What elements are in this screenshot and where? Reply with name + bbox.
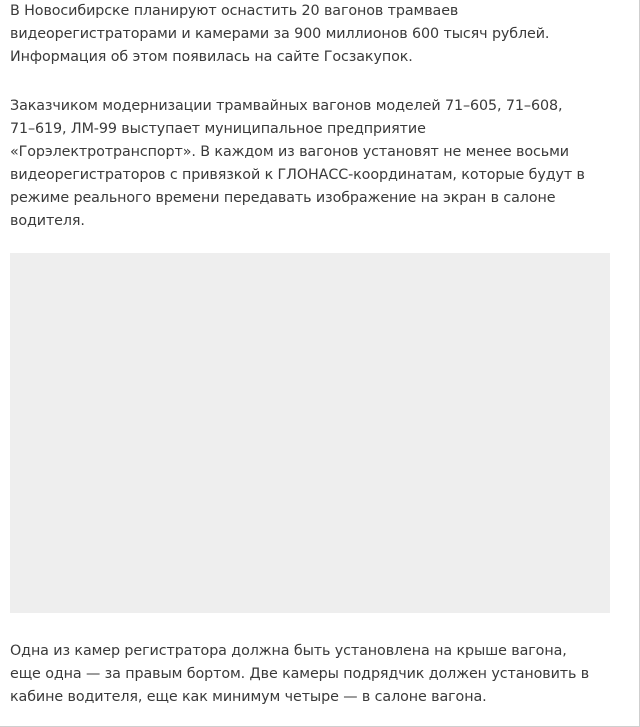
text-line: режиме реального времени передавать изображение на экран в салоне xyxy=(10,190,556,206)
text-line: кабине водителя, еще как минимум четыре — в салоне вагона. xyxy=(10,689,487,705)
article-paragraph-intro xyxy=(10,0,636,69)
text-line: 71–619, ЛМ-99 выступает муниципальное предприятие xyxy=(10,121,426,137)
text-line: Одна из камер регистратора должна быть установлена на крыше вагона, xyxy=(10,643,567,659)
text-line: видеорегистраторов с привязкой к ГЛОНАСС-координатам, которые будут в xyxy=(10,167,585,183)
text-line: В Новосибирске планируют оснастить 20 вагонов трамваев xyxy=(10,3,459,19)
text-line: еще одна — за правым бортом. Две камеры подрядчик должен установить в xyxy=(10,666,590,682)
text-line: «Горэлектротранспорт». В каждом из вагонов установят не менее восьми xyxy=(10,144,569,160)
text-line: Информация об этом появилась на сайте Госзакупок. xyxy=(10,49,413,65)
text-line: видеорегистраторами и камерами за 900 миллионов 600 тысяч рублей. xyxy=(10,26,550,42)
text-line: Заказчиком модернизации трамвайных вагонов моделей 71–605, 71–608, xyxy=(10,98,563,114)
text-line: водителя. xyxy=(10,213,85,229)
article-paragraph-cameras xyxy=(10,640,636,709)
media-placeholder xyxy=(10,253,610,613)
article-paragraph-customer xyxy=(10,95,636,233)
